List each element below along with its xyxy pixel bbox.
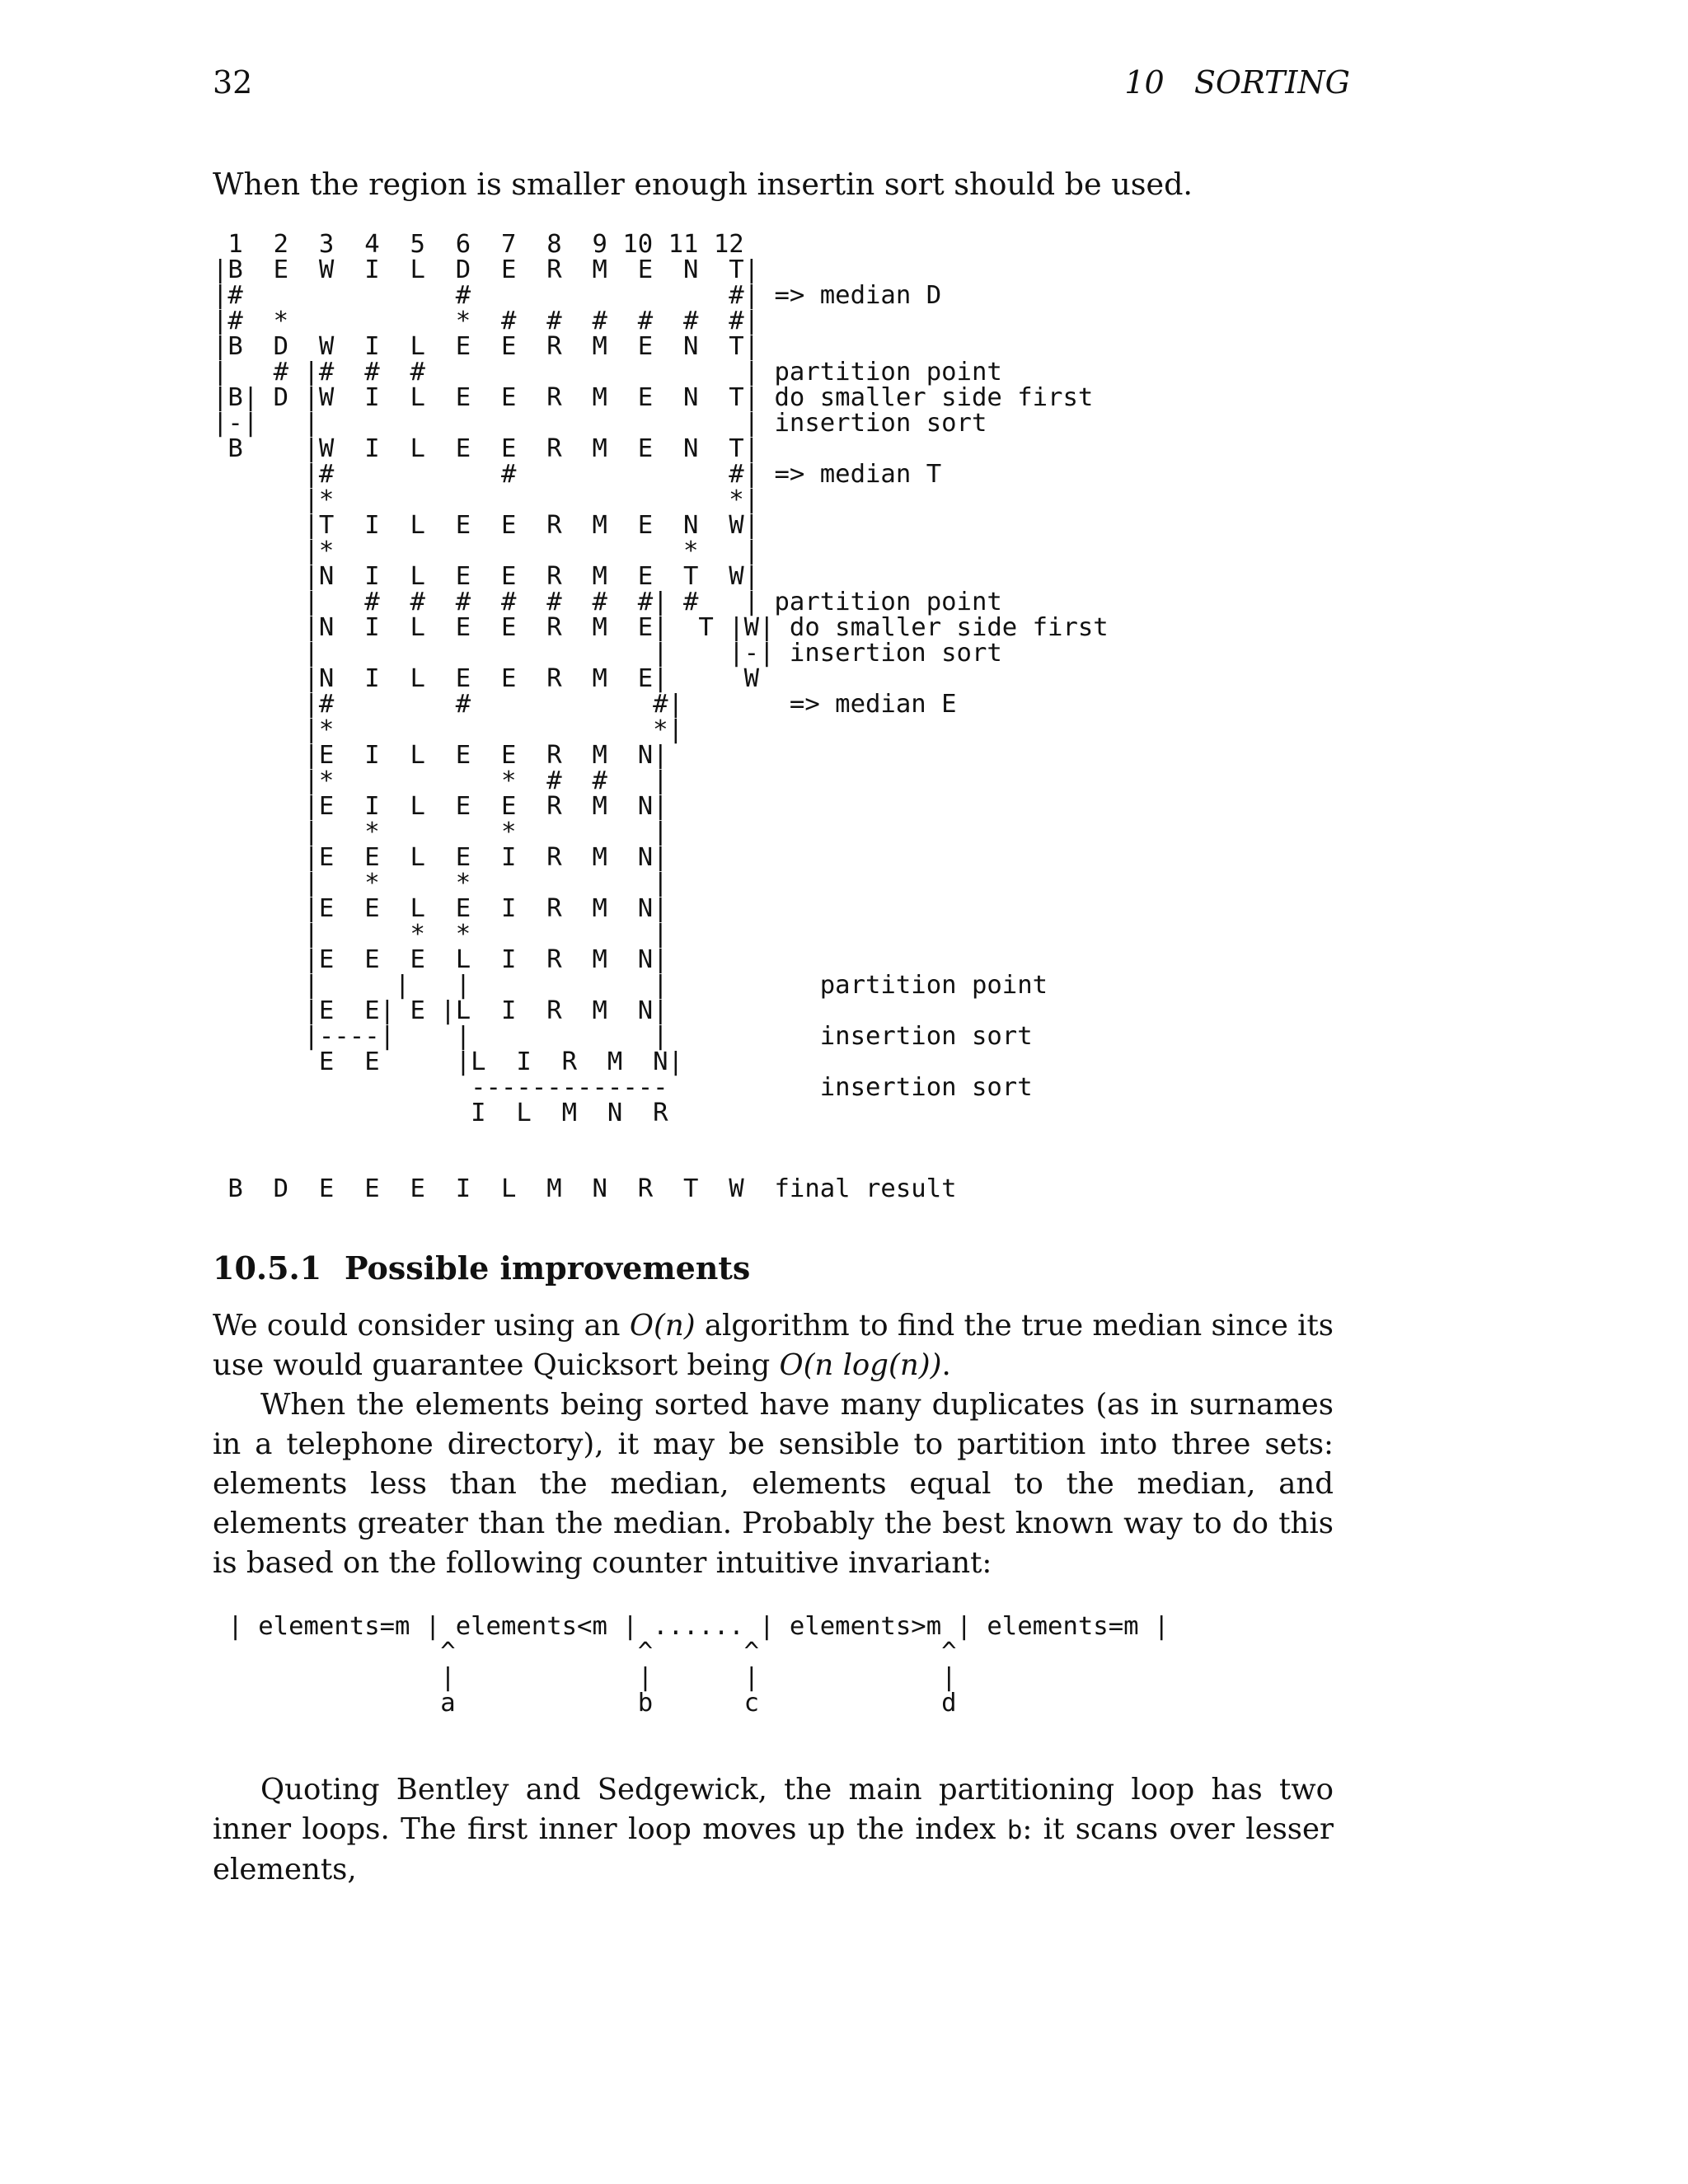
page-number: 32 (213, 64, 253, 101)
invariant-diagram (213, 1614, 1169, 1716)
paragraph-duplicates: When the elements being sorted have many duplicates (as in surnames in a telephone directory), it may be sensible to partition into three sets: elements less than the median, elements equal to the median, and elements greater than the median. Probably the best known way to do this is based on the following counter intuitive invariant: (213, 1388, 1334, 1580)
trace-line: | * * | (213, 869, 668, 898)
invariant-line: | elements=m | elements<m | ...... | elements>m | elements=m | (213, 1612, 1170, 1641)
trace-line: |# # #| => median E (213, 690, 957, 719)
section-heading (213, 1249, 750, 1286)
trace-line: | # # # # # # #| # | partition point (213, 588, 1002, 616)
trace-line: |* * # # | (213, 766, 668, 795)
trace-line: |N I L E E R M E| W (213, 664, 760, 693)
trace-line: |E E L E I R M N| (213, 894, 668, 923)
trace-line: |E E E L I R M N| (213, 945, 668, 974)
invariant-line: ^ ^ ^ ^ (213, 1638, 957, 1666)
running-head: 10 SORTING (1124, 64, 1350, 101)
trace-line: |B E W I L D E R M E N T| (213, 255, 760, 284)
final-result-line: B D E E E I L M N R T W final result (213, 1174, 957, 1203)
trace-line: |* *| (213, 485, 760, 514)
trace-line: B |W I L E E R M E N T| (213, 434, 760, 463)
trace-line: |* * | (213, 537, 760, 565)
trace-line: | * * | (213, 818, 668, 846)
paragraph-text: . (941, 1348, 951, 1382)
math-inline: O(n) (629, 1309, 696, 1343)
trace-line: |N I L E E R M E T W| (213, 562, 760, 591)
trace-line: |E I L E E R M N| (213, 792, 668, 821)
trace-line: |E I L E E R M N| (213, 741, 668, 770)
trace-line: |-| | | insertion sort (213, 409, 987, 438)
trace-line: |E E L E I R M N| (213, 843, 668, 872)
paragraph-text: : it scans over lesser elements, (213, 1812, 1334, 1886)
math-inline: O(n log(n)) (779, 1348, 942, 1382)
invariant-line: a b c d (213, 1689, 957, 1718)
trace-line: |# # #| => median T (213, 460, 942, 489)
trace-line: 1 2 3 4 5 6 7 8 9 10 11 12 (213, 230, 744, 259)
trace-line: |----| | | insertion sort (213, 1022, 1033, 1051)
trace-line: |* *| (213, 715, 683, 744)
trace-line: |B D W I L E E R M E N T| (213, 332, 760, 361)
paragraph-text: Quoting Bentley and Sedgewick, the main partitioning loop has two inner loops. The first inner loop moves up the index (213, 1773, 1334, 1846)
paragraph-text: We could consider using an (213, 1309, 630, 1343)
trace-line: | | |-| insertion sort (213, 639, 1002, 668)
trace-line: ------------- insertion sort (213, 1073, 1033, 1102)
trace-line: |B| D |W I L E E R M E N T| do smaller side first (213, 383, 1094, 412)
trace-line: |# # #| => median D (213, 281, 942, 310)
trace-line: I L M N R (213, 1099, 668, 1127)
invariant-line: | | | | (213, 1663, 957, 1692)
trace-line: | | | | partition point (213, 971, 1048, 1000)
trace-line: E E |L I R M N| (213, 1047, 683, 1076)
trace-line: | # |# # # | partition point (213, 358, 1002, 387)
paragraph-bentley-sedgewick (213, 1770, 1334, 1890)
section-number: 10.5.1 (213, 1249, 322, 1286)
intro-sentence: When the region is smaller enough insertin sort should be used. (213, 166, 1193, 202)
trace-line: |E E| E |L I R M N| (213, 996, 668, 1025)
section-title: Possible improvements (345, 1249, 751, 1286)
trace-line: |# * * # # # # # #| (213, 307, 760, 335)
paragraph-text: algorithm to find the true median since its use would guarantee Quicksort being (213, 1309, 1334, 1382)
paragraph-median (213, 1306, 1334, 1385)
inline-code: b (1006, 1816, 1023, 1845)
trace-line: | * * | (213, 920, 668, 949)
trace-line: |T I L E E R M E N W| (213, 511, 760, 540)
trace-line: |N I L E E R M E| T |W| do smaller side first (213, 613, 1109, 642)
sorting-trace (213, 232, 1109, 1126)
